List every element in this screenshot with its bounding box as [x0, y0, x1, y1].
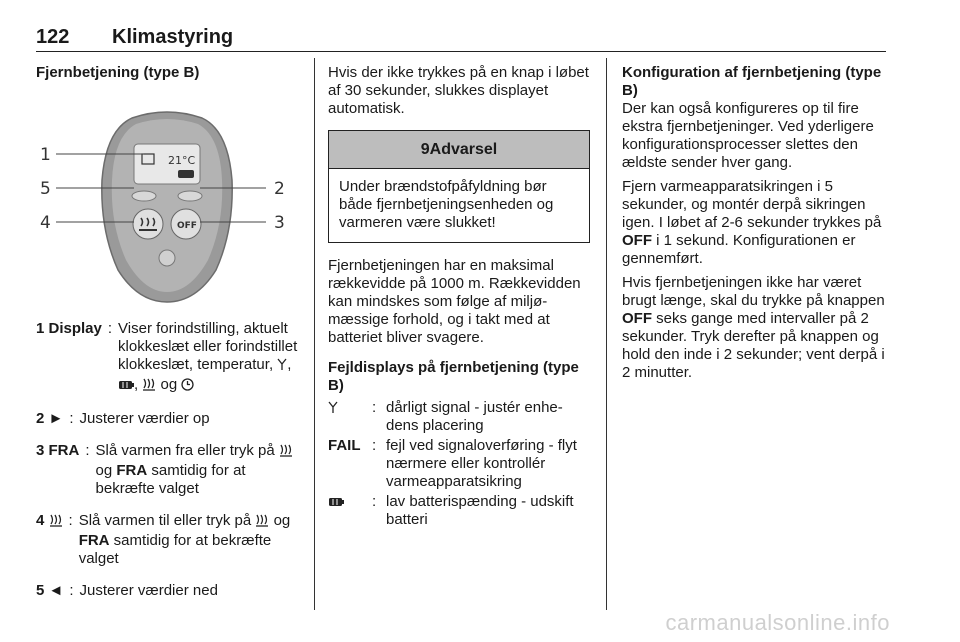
- watermark: carmanualsonline.info: [665, 610, 890, 635]
- legend-desc: Justerer værdier op: [79, 410, 210, 427]
- legend-term: 2 ►: [36, 410, 64, 427]
- fail-term: FAIL: [328, 437, 361, 454]
- legend-term: 3 FRA: [36, 442, 80, 459]
- callout-3: 3: [274, 213, 285, 233]
- config-paragraph-2: Fjern varmeapparatsikringen i 5 sekunder, og montér derpå sikringen igen. I løbet af 2-6 sekunder trykkes på OFF i 1 sekund. Konfigurationen er gennemført.: [622, 178, 882, 267]
- remote-heading: Fjernbetjening (type B): [36, 64, 200, 81]
- callout-2: 2: [274, 179, 285, 199]
- heater-icon: [49, 514, 63, 532]
- fail-item-fail: FAIL : fejl ved signaloverføring - flyt nærmere eller kontrollér varmeapparatsikring: [328, 437, 590, 491]
- fail-item-battery: : lav batterispænding - udskift batteri: [328, 493, 590, 529]
- configuration-heading: Konfiguration af fjernbetjening (type B): [622, 64, 882, 99]
- legend-term: 4: [36, 512, 63, 568]
- warning-triangle-icon: 9: [420, 141, 430, 158]
- legend-item-2: 2 ► : Justerer værdier op: [36, 410, 298, 428]
- antenna-icon: [328, 401, 338, 419]
- warning-header: [329, 131, 589, 169]
- fail-item-signal: : dårligt signal - justér enhedens placering: [328, 399, 590, 435]
- page-number: 122: [36, 26, 70, 48]
- legend-term: 5 ◄: [36, 582, 64, 599]
- auto-off-paragraph: Hvis der ikke trykkes på en knap i løbet af 30 sekunder, slukkes displayet automatisk.: [328, 64, 589, 117]
- battery-icon: [118, 378, 134, 396]
- page-header: [36, 26, 886, 52]
- display-temperature: 21°C: [168, 154, 196, 167]
- off-button-label: OFF: [177, 221, 197, 231]
- legend-item-1: 1 Display : Viser forindstilling, aktuelt klokkeslæt eller forindstillet klokkeslæt, temperatur, , , og: [36, 320, 298, 396]
- page-title: Klimastyring: [112, 26, 234, 48]
- heater-icon: [255, 514, 269, 532]
- fail-displays-heading: Fejldisplays på fjernbetjening (type B): [328, 359, 579, 394]
- fail-term: [328, 493, 372, 529]
- column-1: [36, 64, 298, 614]
- heater-icon: [142, 378, 156, 396]
- remote-control-figure: [36, 100, 298, 306]
- clock-icon: [181, 378, 194, 396]
- fail-desc: fejl ved signaloverføring - flyt nærmere eller kontrollér varmeapparatsikring: [386, 437, 577, 490]
- column-2: [328, 64, 590, 531]
- legend-desc: Slå varmen til eller tryk på og FRA samtidig for at bekræfte valget: [78, 512, 291, 567]
- legend-item-5: 5 ◄ : Justerer værdier ned: [36, 582, 298, 600]
- column-divider-1: [314, 58, 315, 610]
- fail-desc: dårligt signal - justér enhedens placering: [386, 399, 563, 434]
- callout-4: 4: [40, 213, 51, 233]
- fail-term: [328, 399, 372, 435]
- legend-term: 1 Display: [36, 320, 102, 337]
- column-divider-2: [606, 58, 607, 610]
- fail-desc: lav batterispænding - udskift batteri: [386, 493, 574, 528]
- callout-1: 1: [40, 145, 51, 165]
- battery-icon: [328, 495, 344, 513]
- legend-list: [36, 320, 298, 600]
- warning-title: Advarsel: [429, 141, 498, 158]
- heater-icon: [279, 444, 293, 462]
- legend-desc: Justerer værdier ned: [79, 582, 218, 599]
- warning-box: [328, 130, 590, 243]
- column-3: [622, 64, 888, 388]
- config-paragraph-3: Hvis fjernbetjeningen ikke har været brugt længe, skal du trykke på knappen OFF seks gange med intervaller på 2 sekunder. Tryk derefter på knappen og hold den inde i 2 sekunder; vent derpå i 2 minutter.: [622, 274, 885, 381]
- antenna-icon: [277, 358, 287, 376]
- legend-item-4: 4 : Slå varmen til eller tryk på og FRA samtidig for at bekræfte valget: [36, 512, 298, 568]
- warning-text: Under brændstofpåfyldning bør både fjernbetjeningsenheden og varmeren være slukket!: [339, 178, 554, 231]
- legend-desc: Slå varmen fra eller tryk på og FRA samtidig for at bekræfte valget: [96, 442, 298, 498]
- callout-5: 5: [40, 179, 51, 199]
- fail-display-list: [328, 399, 590, 529]
- legend-item-3: 3 FRA : Slå varmen fra eller tryk på og FRA samtidig for at bekræfte valget: [36, 442, 298, 498]
- legend-desc: Viser forindstilling, aktuelt klokkeslæt eller forindstillet klokkeslæt, temperatur, , , og: [118, 320, 298, 396]
- range-paragraph: Fjernbetjeningen har en maksimal rækkevidde på 1000 m. Rækkevidden kan mindskes som følge af miljømæssige forhold, og i takt med at batteriet bliver svagere.: [328, 257, 581, 346]
- config-paragraph-1: Der kan også konfigureres op til fire ekstra fjernbetjeninger. Ved yderligere konfigurationsprocesser slettes den ældste sender hver gang.: [622, 100, 874, 171]
